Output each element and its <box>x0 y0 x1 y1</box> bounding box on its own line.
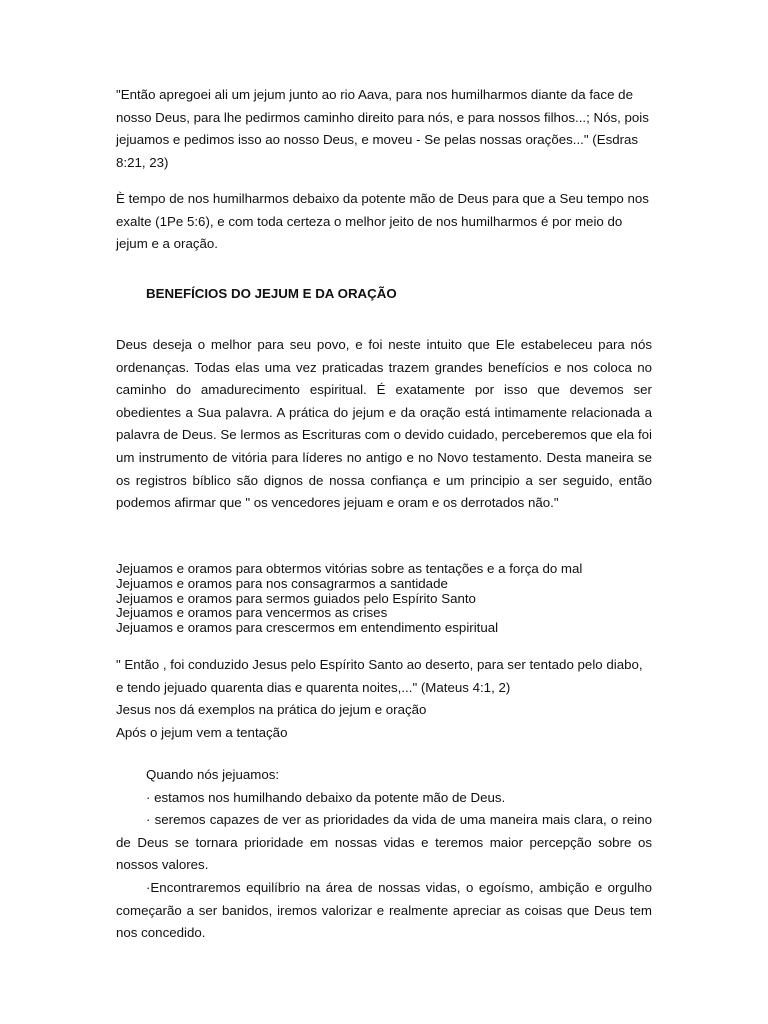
list-item: Jejuamos e oramos para sermos guiados pelo Espírito Santo <box>116 590 476 606</box>
section-heading: BENEFÍCIOS DO JEJUM E DA ORAÇÃO <box>146 286 397 301</box>
list-item: Jejuamos e oramos para obtermos vitórias sobre as tentações e a força do mal <box>116 561 583 576</box>
line-after: Após o jejum vem a tentação <box>116 724 288 740</box>
when-title: Quando nós jejuamos: <box>146 767 280 782</box>
list-item: Jejuamos e oramos para vencermos as crises <box>116 605 388 621</box>
bullet-humble: · estamos nos humilhando debaixo da potente mão de Deus. <box>146 789 506 805</box>
quote-mateus: " Então , foi conduzido Jesus pelo Espírito Santo ao deserto, para ser tentado pelo diabo, e tendo jejuado quarenta dias e quarenta noites,..." (Mateus 4:1, 2) <box>116 657 643 695</box>
bullet-priorities: · seremos capazes de ver as prioridades da vida de uma maneira mais clara, o reino de Deus se tornara prioridade em nossas vidas e teremos maior percepção sobre os nossos valores. <box>116 812 652 873</box>
line-examples: Jesus nos dá exemplos na prática do jejum e oração <box>116 702 427 718</box>
list-item: Jejuamos e oramos para nos consagrarmos a santidade <box>116 575 448 591</box>
list-item: Jejuamos e oramos para crescermos em entendimento espiritual <box>116 620 499 636</box>
matthew-block <box>116 654 652 744</box>
quote-esdras: "Então apregoei ali um jejum junto ao rio Aava, para nos humilharmos diante da face de nosso Deus, para lhe pedirmos caminho direito para nós, e para nossos filhos...; Nós, pois jejuamos e pedimos isso ao nosso Deus, e moveu - Se pelas nossas orações..." (Esdras 8:21, 23) <box>116 87 649 170</box>
paragraph-benefits: Deus deseja o melhor para seu povo, e foi neste intuito que Ele estabeleceu para nós ordenanças. Todas elas uma vez praticadas trazem grandes benefícios e nos coloca no caminho do amadurecimento espiritual. É exatamente por isso que devemos ser obedientes a Sua palavra. A prática do jejum e da oração está intimamente relacionada a palavra de Deus. Se lermos as Escrituras com o devido cuidado, perceberemos que ela foi um instrumento de vitória para líderes no antigo e no Novo testamento. Desta maneira se os registros bíblico são dignos de nossa confiança e um principio a ser seguido, então podemos afirmar que " os vencedores jejuam e oram e os derrotados não." <box>116 337 652 511</box>
bullet-balance: ·Encontraremos equilíbrio na área de nossas vidas, o egoísmo, ambição e orgulho começarão a ser banidos, iremos valorizar e realmente apreciar as coisas que Deus tem nos concedido. <box>116 879 652 941</box>
paragraph-humble: È tempo de nos humilharmos debaixo da potente mão de Deus para que a Seu tempo nos exalte (1Pe 5:6), e com toda certeza o melhor jeito de nos humilharmos é por meio do jejum e a oração. <box>116 191 649 252</box>
fasting-section <box>116 764 652 945</box>
benefits-list <box>116 562 652 636</box>
